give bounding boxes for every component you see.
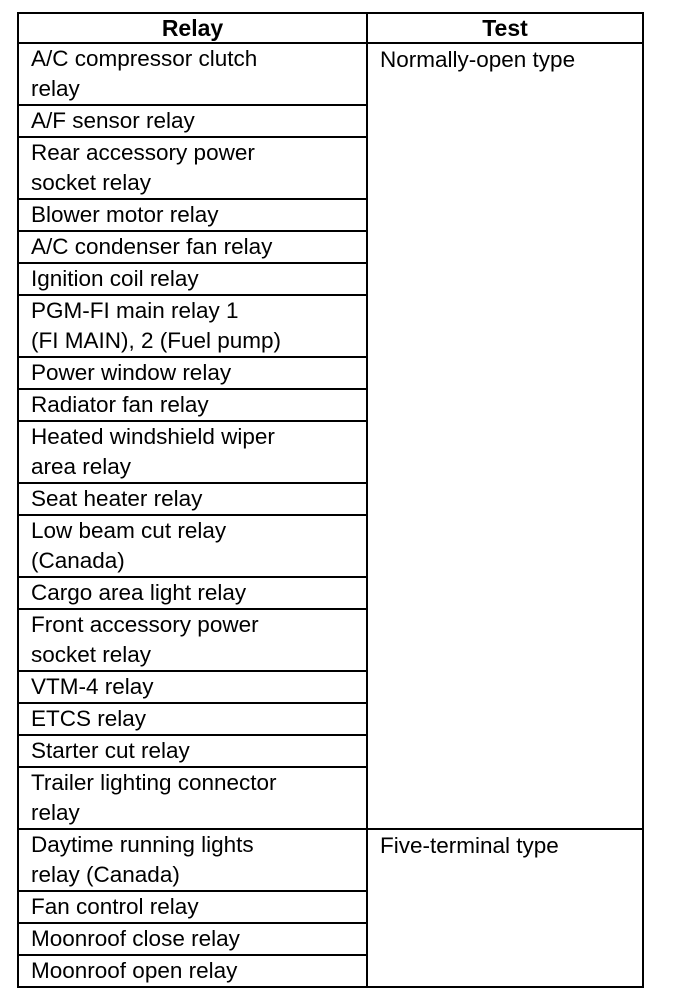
relay-name-cell: Trailer lighting connector relay <box>18 767 367 829</box>
relay-name-cell: Front accessory power socket relay <box>18 609 367 671</box>
relay-name-cell: PGM-FI main relay 1 (FI MAIN), 2 (Fuel pump) <box>18 295 367 357</box>
relay-name-cell: Power window relay <box>18 357 367 389</box>
relay-name-cell: Ignition coil relay <box>18 263 367 295</box>
relay-name-cell: Moonroof open relay <box>18 955 367 987</box>
relay-name-cell: Starter cut relay <box>18 735 367 767</box>
table-row <box>18 829 643 891</box>
test-column-header: Test <box>367 13 643 43</box>
relay-name-cell: A/C condenser fan relay <box>18 231 367 263</box>
relay-name-cell: ETCS relay <box>18 703 367 735</box>
relay-name-cell: Radiator fan relay <box>18 389 367 421</box>
relay-name-cell: Moonroof close relay <box>18 923 367 955</box>
table-body <box>18 43 643 987</box>
table-header-row <box>18 13 643 43</box>
relay-test-table <box>17 12 644 988</box>
relay-name-cell: Fan control relay <box>18 891 367 923</box>
relay-name-cell: VTM-4 relay <box>18 671 367 703</box>
test-type-cell: Normally-open type <box>367 43 643 829</box>
relay-name-cell: A/F sensor relay <box>18 105 367 137</box>
relay-name-cell: Cargo area light relay <box>18 577 367 609</box>
relay-name-cell: Heated windshield wiper area relay <box>18 421 367 483</box>
relay-name-cell: Rear accessory power socket relay <box>18 137 367 199</box>
test-type-cell: Five-terminal type <box>367 829 643 987</box>
relay-name-cell: Low beam cut relay (Canada) <box>18 515 367 577</box>
table-row <box>18 43 643 105</box>
relay-name-cell: Seat heater relay <box>18 483 367 515</box>
relay-name-cell: A/C compressor clutch relay <box>18 43 367 105</box>
relay-name-cell: Daytime running lights relay (Canada) <box>18 829 367 891</box>
relay-name-cell: Blower motor relay <box>18 199 367 231</box>
relay-column-header: Relay <box>18 13 367 43</box>
